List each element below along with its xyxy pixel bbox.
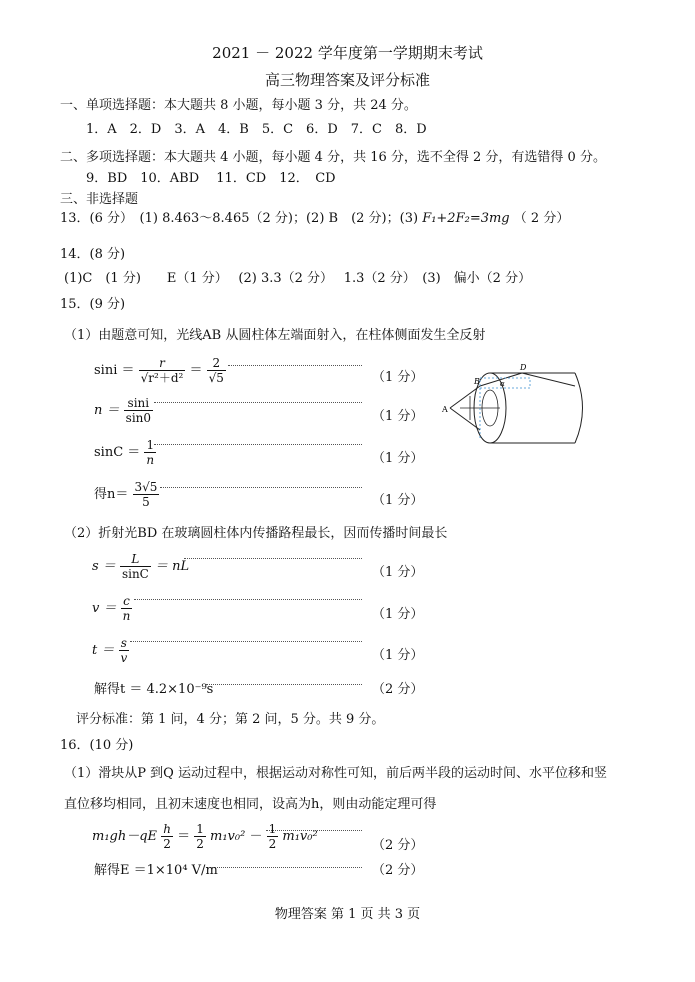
score-mark: （1 分） xyxy=(372,451,424,466)
leader-dots xyxy=(212,867,362,868)
q14-heading: 14．(8 分) xyxy=(60,247,126,262)
eq-sini-eq: ＝ xyxy=(189,363,203,378)
eq-n-num: sini xyxy=(124,396,153,411)
eq-n-result-num: 3√5 xyxy=(134,480,158,494)
leader-dots xyxy=(134,599,362,600)
eq-t xyxy=(92,636,129,665)
eq-q16-den1: 2 xyxy=(163,837,171,851)
label-a: A xyxy=(442,405,448,414)
page-footer: 物理答案 第 1 页 共 3 页 xyxy=(274,907,421,922)
eq-sinc-frac xyxy=(144,438,156,467)
q16-heading: 16．(10 分) xyxy=(60,738,134,753)
label-b: B xyxy=(474,377,480,386)
q16-result: 解得E ＝1×10⁴ V/m xyxy=(94,863,218,878)
eq-s-den: sinC xyxy=(121,567,149,581)
eq-n-lhs: n ＝ xyxy=(94,403,120,418)
eq-s-lhs: s ＝ xyxy=(92,559,116,574)
eq-sini-num1: r xyxy=(139,356,186,371)
eq-sinc-num: 1 xyxy=(144,438,156,453)
q15-part2: （2）折射光BD 在玻璃圆柱体内传播路程最长，因而传播时间最长 xyxy=(64,526,448,541)
q13-line xyxy=(60,207,569,226)
eq-sini-lhs: sini ＝ xyxy=(94,363,135,378)
eq-sini xyxy=(94,356,226,385)
score-mark: （2 分） xyxy=(372,682,424,697)
eq-t-lhs: t ＝ xyxy=(92,643,115,658)
eq-q16-frac2 xyxy=(194,822,206,851)
q15-result: 解得t ＝ 4.2×10⁻⁹s xyxy=(94,682,214,697)
score-mark: （1 分） xyxy=(372,370,424,385)
label-alpha: α xyxy=(500,380,505,388)
eq-n-result xyxy=(94,480,159,509)
cylinder-figure xyxy=(440,356,590,460)
page-title: 2021 － 2022 学年度第一学期期末考试 xyxy=(212,44,483,62)
section2-answers: 9．BD 10．ABD 11．CD 12． CD xyxy=(86,171,336,186)
leader-dots xyxy=(154,402,362,403)
eq-q16-den2: 2 xyxy=(196,837,204,851)
leader-dots xyxy=(130,641,362,642)
q16-part1: （1）滑块从P 到Q 运动过程中，根据运动对称性可知，前后两半段的运动时间、水平位移和竖 xyxy=(64,766,607,781)
eq-v-den: n xyxy=(122,609,131,623)
highlight-box xyxy=(480,378,530,388)
q15-part1: （1）由题意可知，光线AB 从圆柱体左端面射入，在柱体侧面发生全反射 xyxy=(64,328,486,343)
eq-q16 xyxy=(92,822,318,851)
q13-tail: （ 2 分） xyxy=(513,211,570,226)
section1-answers: 1．A 2．D 3．A 4．B 5．C 6．D 7．C 8．D xyxy=(86,122,427,137)
eq-n xyxy=(94,396,153,425)
leader-dots xyxy=(228,365,362,366)
label-d: D xyxy=(520,363,527,372)
eq-n-den: sin0 xyxy=(125,411,152,425)
eq-q16-num3: 1 xyxy=(268,822,277,836)
eq-v-lhs: v ＝ xyxy=(92,601,117,616)
eq-q16-den3: 2 xyxy=(268,837,277,851)
score-mark: （1 分） xyxy=(372,565,424,580)
eq-q16-num2: 1 xyxy=(196,822,204,836)
score-mark: （1 分） xyxy=(372,493,424,508)
eq-q16-lhs: m₁gh－qE xyxy=(92,829,158,844)
eq-s-frac xyxy=(120,552,151,581)
eq-sini-frac2 xyxy=(207,356,226,385)
q16-part1-cont: 直位移均相同，且初末速度也相同，设高为h，则由动能定理可得 xyxy=(64,797,437,812)
eq-v-frac xyxy=(121,594,133,623)
leader-dots xyxy=(154,444,362,445)
eq-q16-term2: m₁v₀² xyxy=(282,829,318,844)
q15-heading: 15．(9 分) xyxy=(60,297,126,312)
leader-dots xyxy=(184,558,362,559)
eq-q16-frac1 xyxy=(161,822,173,851)
cylinder-right-face xyxy=(575,373,583,443)
eq-t-den: v xyxy=(120,651,128,665)
eq-v xyxy=(92,594,132,623)
eq-sini-frac1 xyxy=(139,356,186,385)
leader-dots xyxy=(160,487,362,488)
eq-s xyxy=(92,552,189,581)
section3-heading: 三、非选择题 xyxy=(60,192,139,207)
eq-q16-frac3 xyxy=(267,822,279,851)
eq-sinc-den: n xyxy=(146,453,155,467)
eq-q16-term1: m₁v₀² xyxy=(210,829,246,844)
score-mark: （1 分） xyxy=(372,409,424,424)
score-mark: （1 分） xyxy=(372,648,424,663)
score-mark: （2 分） xyxy=(372,838,424,853)
eq-n-result-den: 5 xyxy=(142,495,150,509)
score-mark: （1 分） xyxy=(372,607,424,622)
eq-s-rhs: ＝ nL xyxy=(155,559,190,574)
section1-heading: 一、单项选择题：本大题共 8 小题，每小题 3 分，共 24 分。 xyxy=(60,98,417,113)
leader-dots xyxy=(266,830,362,831)
eq-sini-num2: 2 xyxy=(207,356,226,371)
q13-text: 13．(6 分） (1) 8.463～8.465（2 分)；(2) B (2 分)；(3) xyxy=(60,211,419,226)
q13-formula: F₁+2F₂=3mg xyxy=(422,211,510,226)
q15-scoring: 评分标准：第 1 问，4 分；第 2 问，5 分。共 9 分。 xyxy=(76,712,385,727)
eq-q16-num1: h xyxy=(163,822,171,836)
eq-v-num: c xyxy=(121,594,133,609)
eq-sinc-lhs: sinC ＝ xyxy=(94,445,141,460)
eq-q16-minus: － xyxy=(249,829,263,844)
eq-n-result-frac xyxy=(133,480,160,509)
eq-sini-den2: √5 xyxy=(208,371,224,385)
incident-ray-lower xyxy=(450,408,480,430)
page-subtitle: 高三物理答案及评分标准 xyxy=(264,71,430,89)
eq-q16-eq: ＝ xyxy=(177,829,191,844)
eq-t-frac xyxy=(119,636,130,665)
section2-heading: 二、多项选择题：本大题共 4 小题，每小题 4 分，共 16 分，选不全得 2 分，有选错得 0 分。 xyxy=(60,150,606,165)
eq-sini-den1: √r²＋d² xyxy=(140,371,184,385)
score-mark: （2 分） xyxy=(372,863,424,878)
q14-body: (1)C (1 分) E（1 分） (2) 3.3（2 分） 1.3（2 分） (3) 偏小（2 分） xyxy=(64,271,532,286)
eq-t-num: s xyxy=(119,636,130,651)
leader-dots xyxy=(206,684,362,685)
eq-s-num: L xyxy=(120,552,151,567)
eq-n-result-lhs: 得n＝ xyxy=(94,487,129,502)
eq-n-frac xyxy=(124,396,153,425)
incident-ray xyxy=(450,386,480,408)
eq-sinc xyxy=(94,438,156,467)
